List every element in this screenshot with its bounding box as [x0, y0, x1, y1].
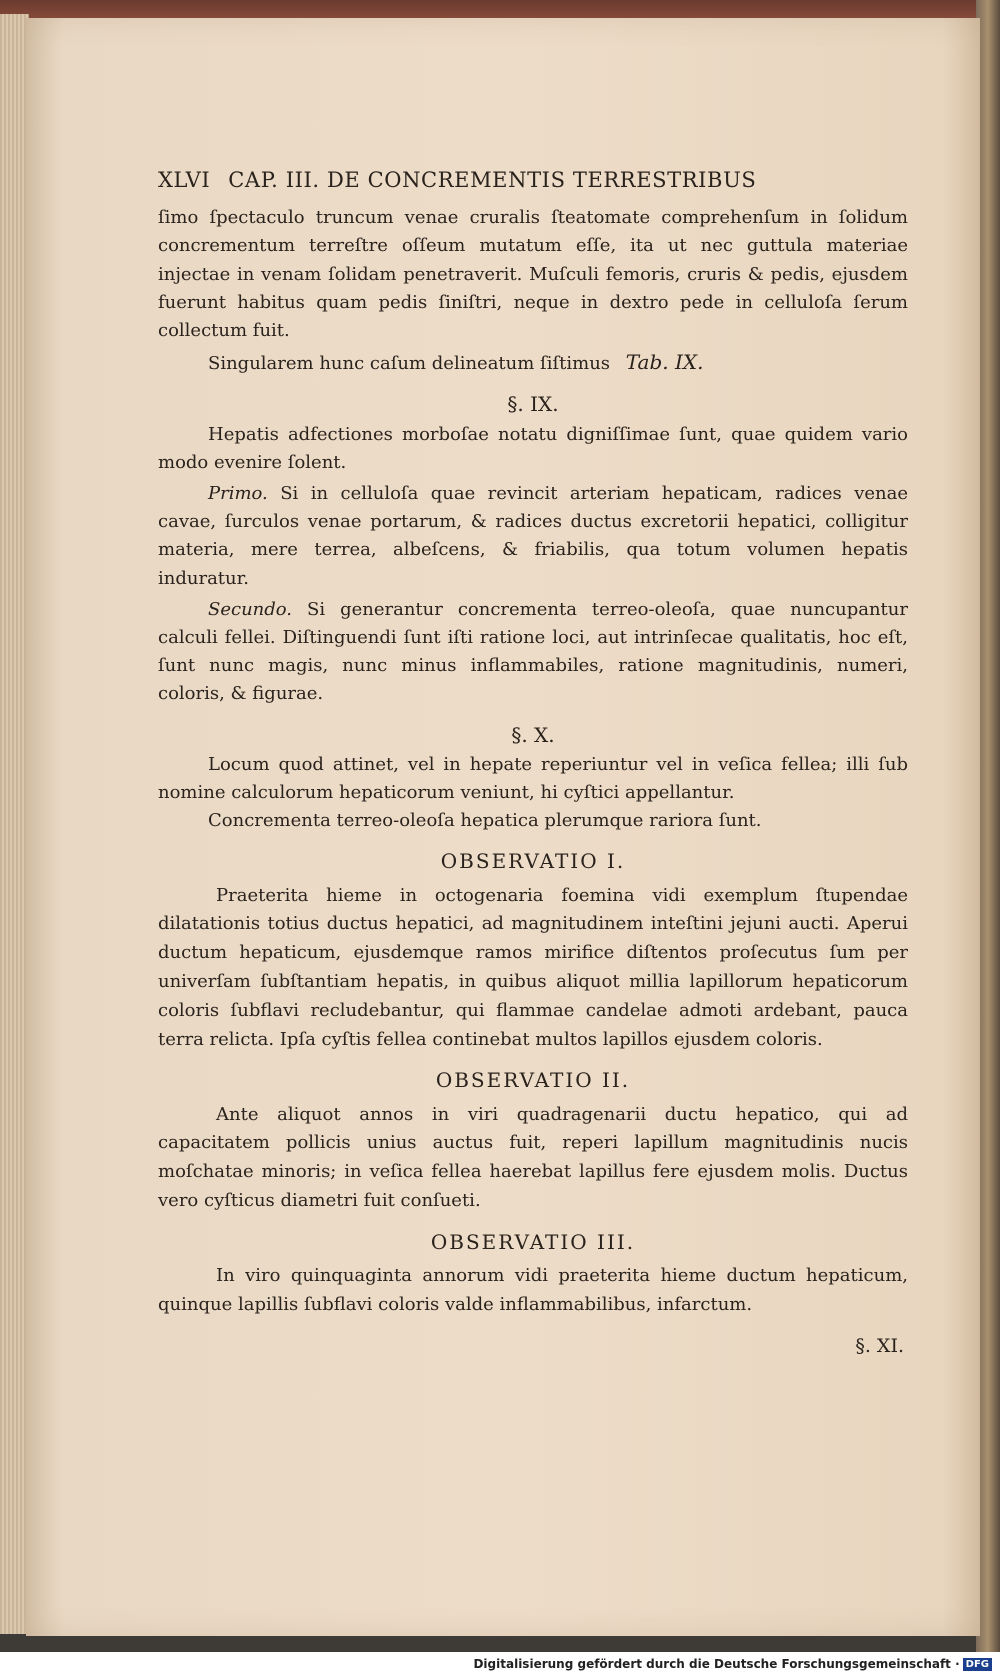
- paragraph-primo: [158, 480, 908, 593]
- observation-text: Ante aliquot annos in viri quadragenarii ductu hepatico, qui ad capacitatem pollicis unius auctus fuit, reperi lapillum magnitudinis nucis moſchatae minoris; in veſica fellea haerebat lapillus fere ejusdem molis. Ductus vero cyſticus diametri fuit conſueti.: [158, 1103, 908, 1212]
- digitization-footer: [0, 1652, 1000, 1678]
- paragraph-tab-reference: [158, 348, 908, 378]
- paragraph-continuation: ſimo ſpectaculo truncum venae cruralis ſteatomate comprehenſum in ſolidum concrementum terreſtre oſſeum mutatum eſſe, ita ut nec guttula materiae injectae in venam ſolidam penetraverit. Muſculi femoris, cruris & pedis, ejusdem fuerunt habitus quam pedis ſiniſtri, neque in dextro pede in celluloſa ſerum collectum fuit.: [158, 207, 908, 342]
- section-heading-ix: §. IX.: [507, 392, 559, 417]
- paragraph-secundo: [158, 596, 908, 709]
- section-heading-x: §. X.: [511, 722, 555, 747]
- running-title: CAP. III. DE CONCREMENTIS TERRESTRIBUS: [228, 168, 757, 192]
- page-text: [158, 166, 908, 1360]
- paragraph-lead: Secundo.: [208, 598, 293, 620]
- paragraph-hepatis: Hepatis adfectiones morboſae notatu digniſſimae ſunt, quae quidem vario modo evenire ſolent.: [158, 423, 908, 473]
- page-number: XLVI: [158, 168, 211, 192]
- paragraph-text: Singularem hunc caſum delineatum ſiſtimus: [208, 353, 611, 375]
- plate-reference: Tab. IX.: [625, 350, 704, 375]
- observation-text: In viro quinquaginta annorum vidi praeterita hieme ductum hepaticum, quinque lapillis ſubflavi coloris valde inflammabilibus, infarctum.: [158, 1265, 908, 1315]
- observation-heading: OBSERVATIO II.: [435, 1068, 631, 1093]
- page-stack-edge: [0, 14, 29, 1634]
- running-header: [158, 166, 908, 194]
- dfg-logo-icon: DFG: [963, 1658, 992, 1671]
- observation-heading: OBSERVATIO I.: [440, 849, 626, 874]
- footer-credit-text: Digitalisierung gefördert durch die Deutsche Forschungsgemeinschaft ·: [473, 1657, 960, 1671]
- catchword: §. XI.: [855, 1334, 904, 1357]
- footer-credit: [473, 1657, 992, 1671]
- paragraph-lead: Primo.: [208, 483, 268, 505]
- paragraph-text: Si generantur concrementa terreo-oleoſa, quae nuncupantur calculi fellei. Diſtinguendi ſunt iſti ratione loci, aut intrinſecae qualitatis, hoc eſt, ſunt nunc magis, nunc minus inflammabiles, ratione magnitudinis, numeri, coloris, & figurae.: [158, 598, 908, 705]
- paragraph-concrementa: Concrementa terreo-oleoſa hepatica plerumque rariora ſunt.: [208, 810, 762, 832]
- paragraph-locum: Locum quod attinet, vel in hepate reperiuntur vel in veſica fellea; illi ſub nomine calculorum hepaticorum veniunt, hi cyſtici appellantur.: [158, 753, 908, 804]
- paragraph-text: Si in celluloſa quae revincit arteriam hepaticam, radices venae cavae, ſurculos venae portarum, & radices ductus excretorii hepatici, colligitur materia, mere terrea, albeſcens, & friabilis, qua totum volumen hepatis induratur.: [158, 483, 908, 589]
- observation-text: Praeterita hieme in octogenaria foemina vidi exemplum ſtupendae dilatationis totius ductus hepatici, ad magnitudinem inteſtini jejuni aucti. Aperui ductum hepaticum, ejusdemque ramos mirifice diſtentos proſecutus ſum per univerſam ſubſtantiam hepatis, in quibus aliquot millia lapillorum hepaticorum coloris ſubflavi recludebantur, qui flammae candelae admoti ardebant, pauca terra relicta. Ipſa cyſtis fellea continebat multos lapillos ejusdem coloris.: [158, 884, 908, 1050]
- observation-heading: OBSERVATIO III.: [430, 1229, 636, 1254]
